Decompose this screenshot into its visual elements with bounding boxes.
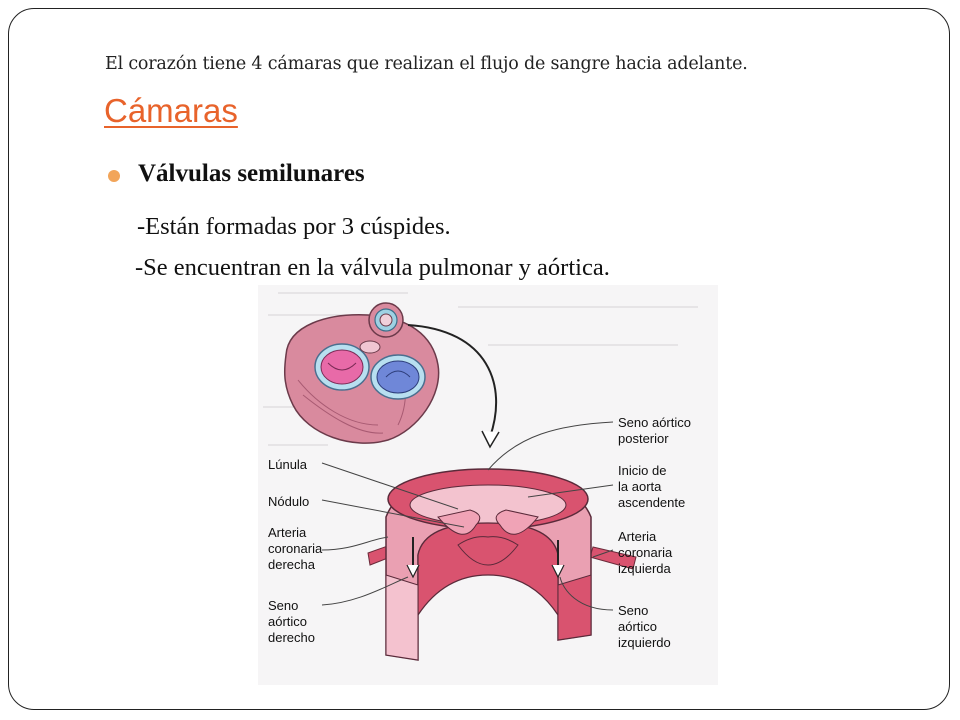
label-lunula: Lúnula: [268, 457, 308, 472]
description-line-2: -Se encuentran en la válvula pulmonar y aórtica.: [135, 254, 610, 281]
label-inicio-aorta-ascendente: Inicio de la aorta ascendente: [618, 463, 686, 510]
bullet-icon: [108, 170, 120, 182]
label-nodulo: Nódulo: [268, 494, 310, 509]
label-seno-aortico-izquierdo: Seno aórtico izquierdo: [618, 603, 671, 650]
description-line-1: -Están formadas por 3 cúspides.: [137, 213, 451, 240]
slide-title[interactable]: Cámaras: [104, 92, 238, 129]
heart-top-view: [285, 303, 439, 443]
bullet-heading: Válvulas semilunares: [138, 160, 365, 187]
valve-illustration: [258, 285, 718, 685]
label-seno-aortico-posterior: Seno aórtico posterior: [618, 415, 691, 446]
label-seno-aortico-derecho: Seno aórtico derecho: [268, 598, 315, 645]
intro-text: El corazón tiene 4 cámaras que realizan el flujo de sangre hacia adelante.: [105, 54, 748, 74]
label-arteria-coronaria-derecha: Arteria coronaria derecha: [268, 525, 323, 572]
label-arteria-coronaria-izquierda: Arteria coronaria izquierda: [618, 529, 673, 576]
aorta-cross-section: [368, 469, 636, 660]
